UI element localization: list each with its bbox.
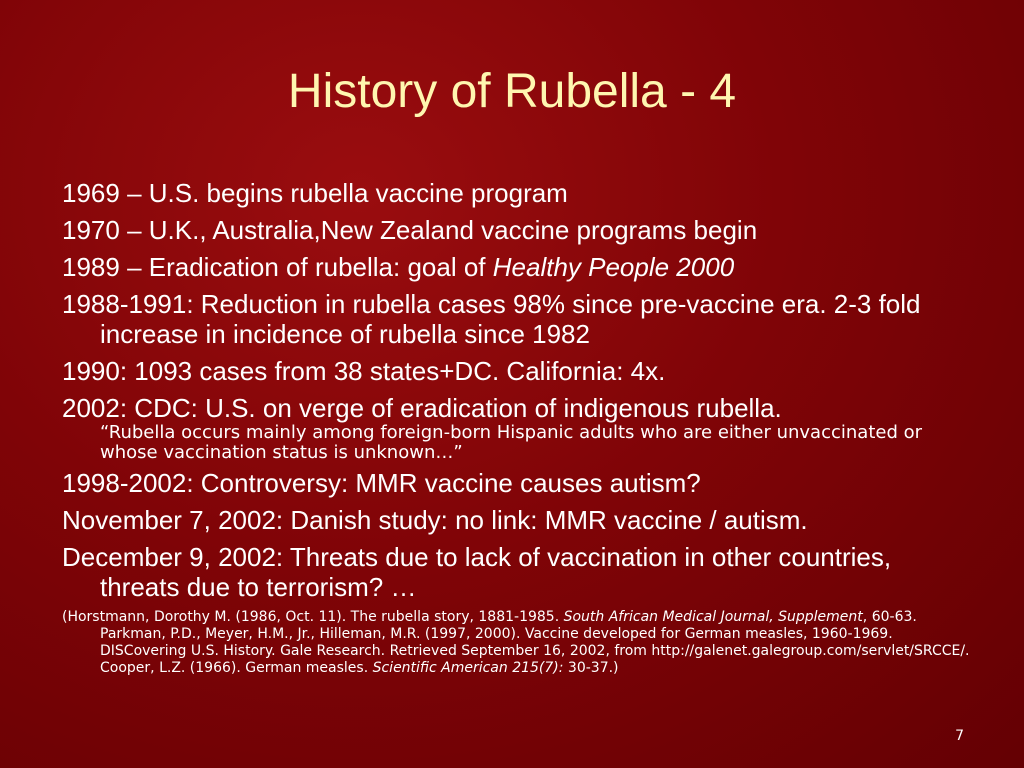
healthy-people-title: Healthy People 2000 bbox=[492, 252, 735, 282]
bullet-item-2: 1970 – U.K., Australia,New Zealand vaccine programs begin bbox=[62, 215, 758, 245]
references: (Horstmann, Dorothy M. (1986, Oct. 11). The rubella story, 1881-1985. South African Medical Journal, Supplement, 60-63. Parkman, P.D., Meyer, H.M., Jr., Hilleman, M.R. (1997, 2000). Vaccine developed for German measles, 1960-1969. DISCovering U.S. History. Gale Research. Retrieved September 16, 2002, from http://galenet.galegroup.com/servlet/SRCCE/. Cooper, L.Z. (1966). German measles. Scientific American 215(7): 30-37.) bbox=[62, 609, 970, 676]
bullet-item-8: November 7, 2002: Danish study: no link: MMR vaccine / autism. bbox=[62, 505, 808, 535]
bullet-item-9: December 9, 2002: Threats due to lack of vaccination in other countries, threats due to terrorism? … bbox=[62, 542, 892, 602]
cdc-quote: “Rubella occurs mainly among foreign-born Hispanic adults who are either unvaccinated or whose vaccination status is unknown…” bbox=[100, 422, 923, 463]
slide-content bbox=[62, 178, 972, 677]
bullet-item-7: 1998-2002: Controversy: MMR vaccine causes autism? bbox=[62, 468, 701, 498]
bullet-item-5: 1990: 1093 cases from 38 states+DC. California: 4x. bbox=[62, 356, 666, 386]
bullet-item-4: 1988-1991: Reduction in rubella cases 98% since pre-vaccine era. 2-3 fold increase in incidence of rubella since 1982 bbox=[62, 289, 921, 349]
slide-number: 7 bbox=[955, 728, 964, 744]
bullet-item-3: 1989 – Eradication of rubella: goal of Healthy People 2000 bbox=[62, 252, 735, 282]
slide-title: History of Rubella - 4 bbox=[287, 65, 737, 118]
bullet-item-1: 1969 – U.S. begins rubella vaccine program bbox=[62, 178, 568, 208]
bullet-item-6: 2002: CDC: U.S. on verge of eradication of indigenous rubella. “Rubella occurs mainly among foreign-born Hispanic adults who are either unvaccinated or whose vaccination status is unknown…” bbox=[62, 393, 972, 463]
